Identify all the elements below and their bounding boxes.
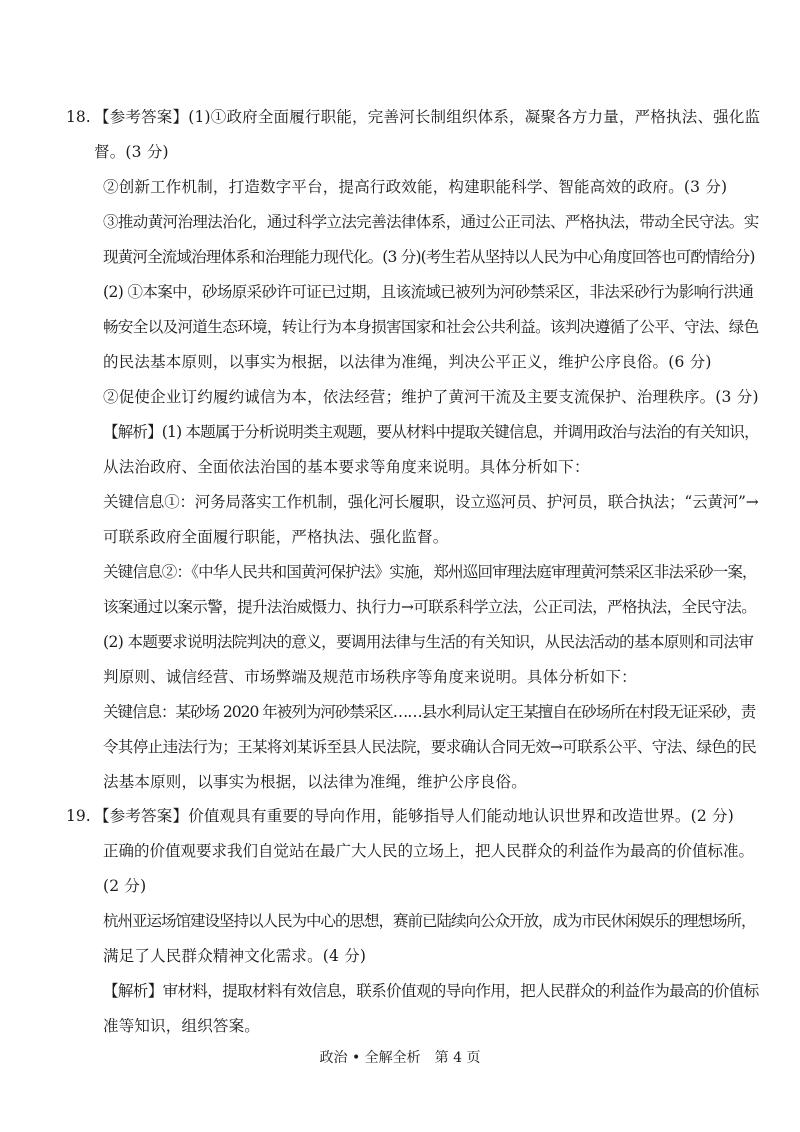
q19-answer-line-3: (2 分) — [103, 877, 147, 895]
q18-answer-line-7: 畅安全以及河道生态环境，转让行为本身损害国家和社会公共利益。该判决遵循了公平、守法、绿色 — [103, 318, 759, 336]
q18-analysis-line-1: 【解析】(1) 本题属于分析说明类主观题，要从材料中提取关键信息，并调用政治与法治的有关知识， — [103, 423, 759, 441]
q18-answer-line-8: 的民法基本原则，以事实为根据，以法律为准绳，判决公平正义，维护公序良俗。(6 分) — [103, 353, 712, 371]
q18-analysis-line-10: 令其停止违法行为；王某将刘某诉至县人民法院，要求确认合同无效→可联系公平、守法、绿色的民 — [103, 738, 757, 756]
question-19-number: 19. — [66, 807, 91, 825]
q18-analysis-line-9: 关键信息：某砂场 2020 年被列为河砂禁采区……县水利局认定王某擅自在砂场所在村段无证采砂，责 — [103, 703, 756, 721]
q19-answer-line-1: 【参考答案】价值观具有重要的导向作用，能够指导人们能动地认识世界和改造世界。(2 分) — [94, 807, 734, 825]
q19-answer-line-5: 满足了人民群众精神文化需求。(4 分) — [103, 947, 367, 965]
q18-analysis-line-2: 从法治政府、全面依法治国的基本要求等角度来说明。具体分析如下： — [103, 458, 590, 476]
q18-answer-line-3: ②创新工作机制，打造数字平台，提高行政效能，构建职能科学、智能高效的政府。(3 分) — [103, 178, 728, 196]
q18-analysis-line-11: 法基本原则，以事实为根据，以法律为准绳，维护公序良俗。 — [103, 773, 527, 791]
q18-answer-line-1: 【参考答案】(1)①政府全面履行职能，完善河长制组织体系，凝聚各方力量，严格执法、强化监 — [94, 108, 761, 126]
q18-analysis-line-8: 判原则、诚信经营、市场弊端及规范市场秩序等角度来说明。具体分析如下： — [103, 668, 637, 686]
q18-analysis-line-7: (2) 本题要求说明法院判决的意义，要调用法律与生活的有关知识，从民法活动的基本原则和司法审 — [103, 633, 754, 651]
q18-analysis-line-4: 可联系政府全面履行职能，严格执法、强化监督。 — [103, 528, 449, 546]
q18-analysis-line-5: 关键信息②：《中华人民共和国黄河保护法》实施，郑州巡回审理法庭审理黄河禁采区非法采砂一案， — [103, 563, 757, 581]
q19-analysis-line-2: 准等知识，组织答案。 — [103, 1017, 261, 1035]
q19-analysis-line-1: 【解析】审材料，提取材料有效信息，联系价值观的导向作用，把人民群众的利益作为最高的价值标 — [103, 982, 759, 1000]
page-footer: 政治 • 全解全析 第 4 页 — [319, 1050, 481, 1066]
q18-answer-line-6: (2) ①本案中，砂场原采砂许可证已过期，且该流域已被列为河砂禁采区，非法采砂行为影响行洪通 — [103, 283, 754, 301]
q19-answer-line-2: 正确的价值观要求我们自觉站在最广大人民的立场上，把人民群众的利益作为最高的价值标准。 — [103, 842, 755, 860]
q18-answer-line-2: 督。(3 分) — [94, 143, 169, 161]
q18-answer-line-9: ②促使企业订约履约诚信为本，依法经营；维护了黄河干流及主要支流保护、治理秩序。(3 分) — [103, 388, 759, 406]
q18-analysis-line-6: 该案通过以案示警，提升法治威慑力、执行力→可联系科学立法，公正司法，严格执法，全民守法。 — [103, 598, 757, 616]
q19-answer-line-4: 杭州亚运场馆建设坚持以人民为中心的思想，赛前已陆续向公众开放，成为市民休闲娱乐的理想场所， — [103, 912, 756, 930]
q18-answer-line-4: ③推动黄河治理法治化，通过科学立法完善法律体系，通过公正司法、严格执法，带动全民守法。实 — [103, 213, 759, 231]
question-18-number: 18. — [66, 108, 91, 126]
q18-analysis-line-3: 关键信息①：河务局落实工作机制，强化河长履职，设立巡河员、护河员，联合执法；“云黄河”→ — [103, 493, 759, 511]
q18-answer-line-5: 现黄河全流域治理体系和治理能力现代化。(3 分)(考生若从坚持以人民为中心角度回答也可酌情给分) — [103, 248, 755, 266]
